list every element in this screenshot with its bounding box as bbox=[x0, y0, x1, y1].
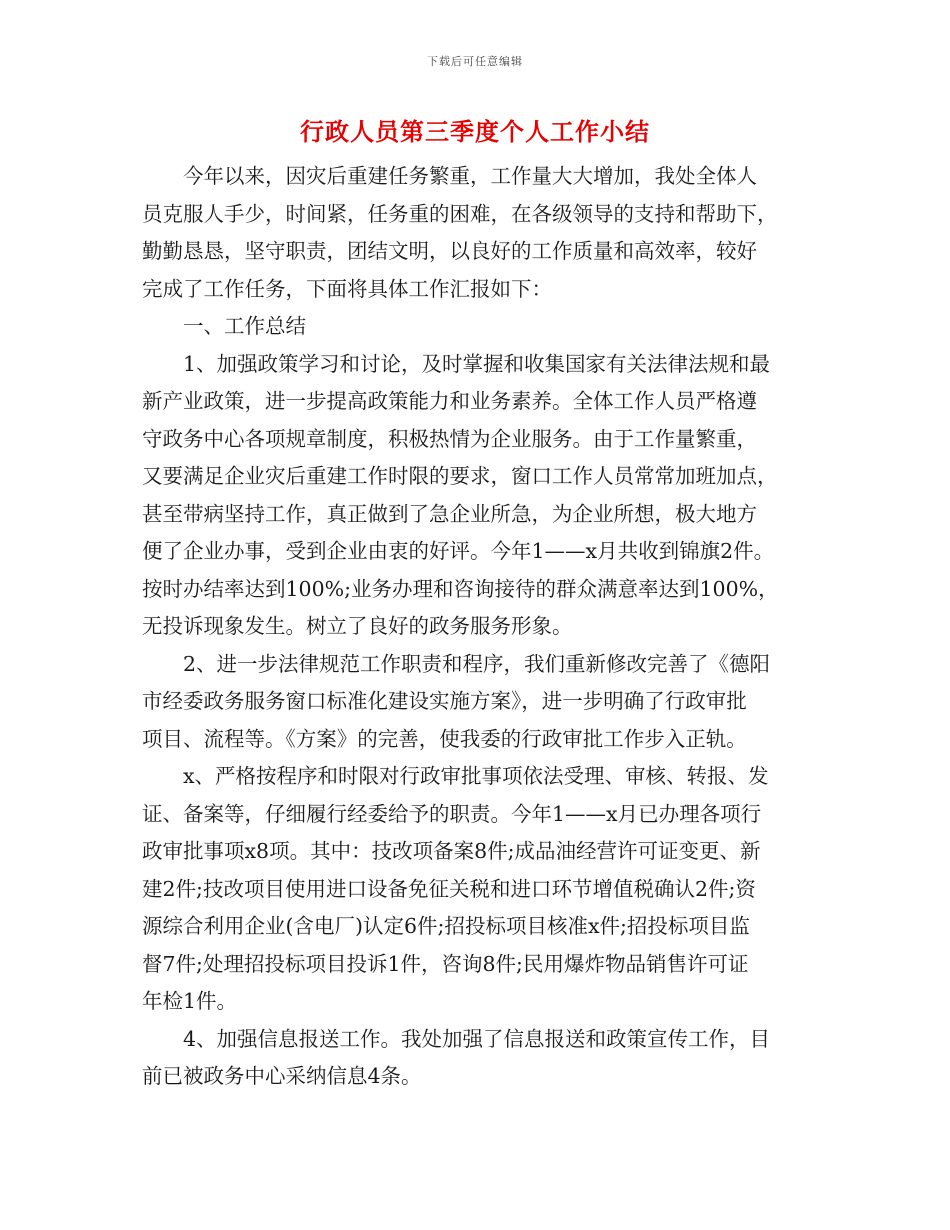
body-line: 守政务中心各项规章制度，积极热情为企业服务。由于工作量繁重， bbox=[142, 426, 757, 451]
body-line: 便了企业办事，受到企业由衷的好评。今年1——x月共收到锦旗2件。 bbox=[142, 539, 775, 563]
body-line: 2、进一步法律规范工作职责和程序，我们重新修改完善了《德阳 bbox=[183, 651, 771, 676]
body-line: 又要满足企业灾后重建工作时限的要求，窗口工作人员常常加班加点， bbox=[142, 464, 778, 488]
body-line: 新产业政策，进一步提高政策能力和业务素养。全体工作人员严格遵 bbox=[142, 389, 757, 413]
body-line: 一、工作总结 bbox=[183, 314, 306, 338]
body-line: x、严格按程序和时限对行政审批事项依法受理、审核、转报、发 bbox=[183, 764, 769, 788]
body-line: 项目、流程等。《方案》的完善，使我委的行政审批工作步入正轨。 bbox=[142, 726, 747, 751]
body-line: 无投诉现象发生。树立了良好的政务服务形象。 bbox=[142, 614, 573, 638]
body-line: 完成了工作任务，下面将具体工作汇报如下： bbox=[142, 276, 552, 301]
body-line: 今年以来，因灾后重建任务繁重，工作量大大增加，我处全体人 bbox=[183, 164, 757, 188]
body-line: 1、加强政策学习和讨论，及时掌握和收集国家有关法律法规和最 bbox=[183, 351, 771, 376]
document-title: 行政人员第三季度个人工作小结 bbox=[300, 117, 650, 146]
body-line: 政审批事项x8项。其中：技改项备案8件;成品油经营许可证变更、新 bbox=[142, 839, 761, 863]
body-line: 按时办结率达到100%;业务办理和咨询接待的群众满意率达到100%， bbox=[142, 576, 779, 601]
body-line: 证、备案等，仔细履行经委给予的职责。今年1——x月已办理各项行 bbox=[142, 801, 762, 826]
body-line: 前已被政务中心采纳信息4条。 bbox=[142, 1064, 422, 1088]
body-line: 勤勤恳恳，坚守职责，团结文明，以良好的工作质量和高效率，较好 bbox=[142, 239, 757, 263]
body-line: 4、加强信息报送工作。我处加强了信息报送和政策宣传工作，目 bbox=[183, 1026, 771, 1051]
body-line: 甚至带病坚持工作，真正做到了急企业所急，为企业所想，极大地方 bbox=[142, 501, 757, 526]
body-line: 源综合利用企业(含电厂)认定6件;招投标项目核准x件;招投标项目监 bbox=[142, 914, 750, 938]
body-line: 市经委政务服务窗口标准化建设实施方案》，进一步明确了行政审批 bbox=[142, 689, 747, 713]
body-line: 年检1件。 bbox=[142, 989, 238, 1013]
document-body bbox=[142, 158, 810, 1096]
body-line: 督7件;处理招投标项目投诉1件，咨询8件;民用爆炸物品销售许可证 bbox=[142, 951, 749, 976]
body-line: 员克服人手少，时间紧，任务重的困难，在各级领导的支持和帮助下， bbox=[142, 201, 778, 226]
body-line: 建2件;技改项目使用进口设备免征关税和进口环节增值税确认2件;资 bbox=[142, 876, 756, 901]
header-note: 下载后可任意编辑 bbox=[427, 55, 523, 68]
